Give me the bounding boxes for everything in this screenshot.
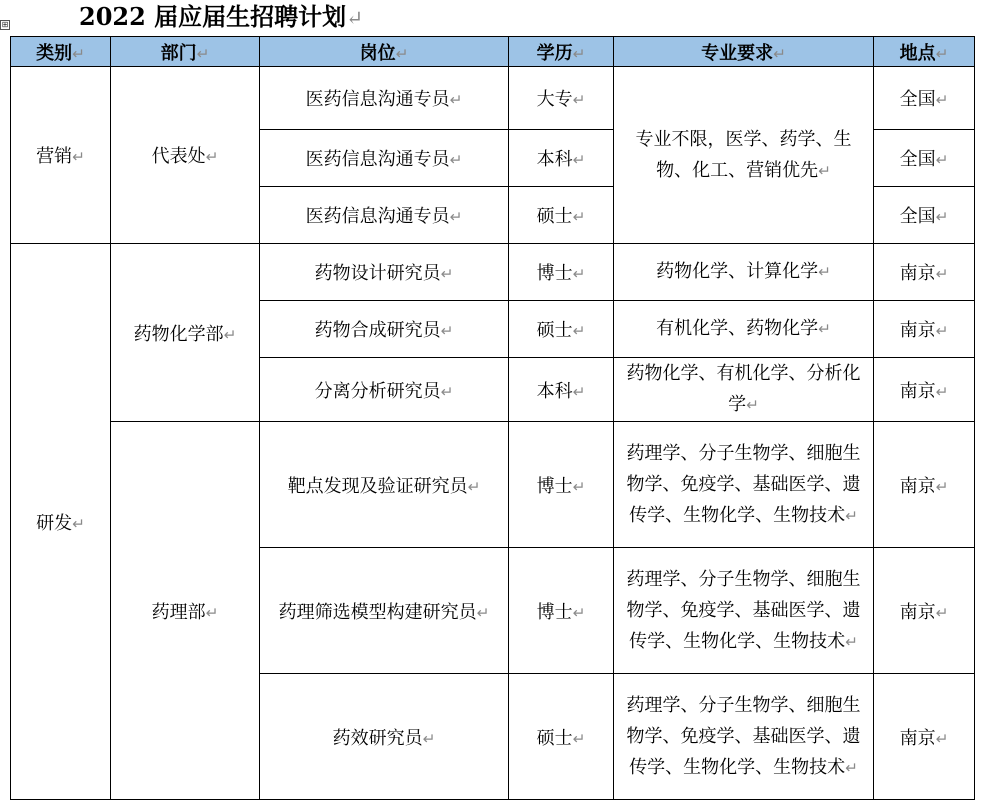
location-cell (874, 548, 975, 674)
category-text: 营销 (36, 146, 73, 167)
paragraph-mark: ↵ (572, 208, 586, 226)
degree-text: 硕士 (536, 727, 573, 749)
header-cell (614, 37, 874, 67)
major-text: 专业不限，医学、药学、生物、化工、营销优先 (635, 128, 852, 181)
paragraph-mark: ↵ (935, 208, 949, 226)
table-header-row (11, 37, 975, 67)
paragraph-mark: ↵ (935, 729, 949, 748)
paragraph-mark: ↵ (449, 208, 463, 226)
location-text: 南京 (899, 263, 936, 284)
header-cell (509, 37, 614, 67)
location-text: 全国 (899, 89, 936, 110)
location-cell (874, 130, 975, 187)
major-cell (614, 548, 874, 674)
department-cell (111, 67, 260, 244)
paragraph-mark: ↵ (935, 603, 949, 622)
category-cell (11, 67, 111, 244)
header-cell (11, 37, 111, 67)
paragraph-mark: ↵ (572, 322, 586, 340)
recruitment-table (10, 36, 975, 800)
location-text: 全国 (899, 206, 936, 227)
position-cell (260, 301, 509, 358)
location-cell (874, 67, 975, 130)
position-text: 药效研究员 (332, 727, 423, 749)
paragraph-mark: ↵ (440, 322, 454, 340)
degree-cell (509, 674, 614, 800)
position-cell (260, 67, 509, 130)
paragraph-mark: ↵ (72, 148, 85, 166)
paragraph-mark: ↵ (572, 265, 586, 283)
page-title (79, 2, 363, 32)
paragraph-mark: ↵ (72, 44, 85, 63)
paragraph-mark: ↵ (72, 514, 85, 533)
paragraph-mark: ↵ (845, 758, 858, 777)
major-cell (614, 244, 874, 301)
paragraph-mark: ↵ (818, 263, 831, 281)
position-cell (260, 674, 509, 800)
header-label: 地点 (899, 42, 936, 64)
position-cell (260, 130, 509, 187)
position-cell (260, 548, 509, 674)
category-text: 研发 (36, 512, 73, 534)
paragraph-mark: ↵ (845, 506, 858, 525)
paragraph-mark: ↵ (449, 91, 463, 109)
paragraph-mark: ↵ (935, 322, 949, 340)
paragraph-mark: ↵ (572, 91, 586, 109)
header-label: 专业要求 (701, 42, 774, 64)
paragraph-mark: ↵ (572, 729, 586, 748)
major-text: 药理学、分子生物学、细胞生物学、免疫学、基础医学、遗传学、生物化学、生物技术 (626, 442, 861, 526)
degree-text: 博士 (536, 601, 573, 623)
paragraph-mark: ↵ (476, 603, 490, 622)
paragraph-mark: ↵ (845, 632, 858, 651)
degree-cell (509, 67, 614, 130)
position-text: 药物设计研究员 (314, 263, 441, 284)
major-text: 药物化学、计算化学 (656, 261, 819, 282)
paragraph-mark: ↵ (935, 265, 949, 283)
header-label: 学历 (536, 42, 573, 64)
paragraph-mark: ↵ (395, 44, 409, 63)
paragraph-mark: ↵ (196, 44, 210, 63)
paragraph-mark: ↵ (422, 729, 436, 748)
table-row (11, 422, 975, 548)
header-cell (874, 37, 975, 67)
position-text: 医药信息沟通专员 (305, 149, 450, 170)
location-cell (874, 674, 975, 800)
table-anchor-icon[interactable]: ⊞ (1, 20, 9, 29)
position-text: 医药信息沟通专员 (305, 89, 450, 110)
paragraph-mark: ↵ (346, 6, 364, 30)
position-text: 靶点发现及验证研究员 (287, 475, 468, 497)
paragraph-mark: ↵ (935, 91, 949, 109)
department-cell (111, 422, 260, 800)
category-cell (11, 244, 111, 800)
degree-cell (509, 187, 614, 244)
degree-text: 本科 (536, 380, 573, 402)
major-cell (614, 422, 874, 548)
degree-cell (509, 244, 614, 301)
table-row (11, 67, 975, 130)
degree-text: 硕士 (536, 206, 573, 227)
paragraph-mark: ↵ (773, 44, 786, 63)
header-label: 类别 (36, 42, 73, 64)
location-text: 南京 (899, 475, 936, 497)
title-text: 2022 届应届生招聘计划 (79, 2, 347, 31)
location-text: 全国 (899, 149, 936, 170)
position-cell (260, 187, 509, 244)
paragraph-mark: ↵ (818, 161, 831, 180)
position-text: 医药信息沟通专员 (305, 206, 450, 227)
location-cell (874, 301, 975, 358)
header-cell (260, 37, 509, 67)
paragraph-mark: ↵ (449, 151, 463, 169)
paragraph-mark: ↵ (572, 382, 586, 401)
department-text: 代表处 (151, 146, 206, 167)
position-cell (260, 244, 509, 301)
degree-cell (509, 358, 614, 422)
major-cell (614, 67, 874, 244)
degree-cell (509, 130, 614, 187)
department-text: 药理部 (151, 601, 206, 623)
position-text: 药物合成研究员 (314, 320, 441, 341)
paragraph-mark: ↵ (935, 151, 949, 169)
table-row (11, 244, 975, 301)
major-cell (614, 358, 874, 422)
paragraph-mark: ↵ (440, 382, 454, 401)
paragraph-mark: ↵ (205, 603, 219, 622)
location-cell (874, 244, 975, 301)
header-label: 岗位 (359, 42, 396, 64)
header-cell (111, 37, 260, 67)
paragraph-mark: ↵ (223, 325, 237, 344)
position-text: 分离分析研究员 (314, 380, 441, 402)
paragraph-mark: ↵ (818, 320, 831, 338)
location-text: 南京 (899, 601, 936, 623)
location-text: 南京 (899, 320, 936, 341)
paragraph-mark: ↵ (935, 382, 949, 401)
major-cell (614, 301, 874, 358)
degree-cell (509, 548, 614, 674)
degree-text: 硕士 (536, 320, 573, 341)
paragraph-mark: ↵ (935, 477, 949, 496)
degree-cell (509, 422, 614, 548)
paragraph-mark: ↵ (467, 477, 481, 496)
location-text: 南京 (899, 380, 936, 402)
paragraph-mark: ↵ (572, 477, 586, 496)
degree-text: 本科 (536, 149, 573, 170)
paragraph-mark: ↵ (440, 265, 454, 283)
location-text: 南京 (899, 727, 936, 749)
paragraph-mark: ↵ (746, 396, 759, 414)
location-cell (874, 422, 975, 548)
paragraph-mark: ↵ (205, 148, 219, 166)
paragraph-mark: ↵ (572, 44, 586, 63)
major-text: 药理学、分子生物学、细胞生物学、免疫学、基础医学、遗传学、生物化学、生物技术 (626, 568, 861, 652)
department-text: 药物化学部 (133, 323, 224, 345)
major-text: 药物化学、有机化学、分析化学 (626, 363, 861, 415)
paragraph-mark: ↵ (572, 603, 586, 622)
major-text: 药理学、分子生物学、细胞生物学、免疫学、基础医学、遗传学、生物化学、生物技术 (626, 694, 861, 778)
department-cell (111, 244, 260, 422)
paragraph-mark: ↵ (572, 151, 586, 169)
position-cell (260, 358, 509, 422)
degree-text: 博士 (536, 263, 573, 284)
header-label: 部门 (160, 42, 197, 64)
position-text: 药理筛选模型构建研究员 (278, 601, 477, 623)
degree-text: 大专 (536, 89, 573, 110)
location-cell (874, 187, 975, 244)
major-text: 有机化学、药物化学 (656, 318, 819, 339)
degree-cell (509, 301, 614, 358)
location-cell (874, 358, 975, 422)
degree-text: 博士 (536, 475, 573, 497)
paragraph-mark: ↵ (935, 44, 949, 63)
major-cell (614, 674, 874, 800)
position-cell (260, 422, 509, 548)
